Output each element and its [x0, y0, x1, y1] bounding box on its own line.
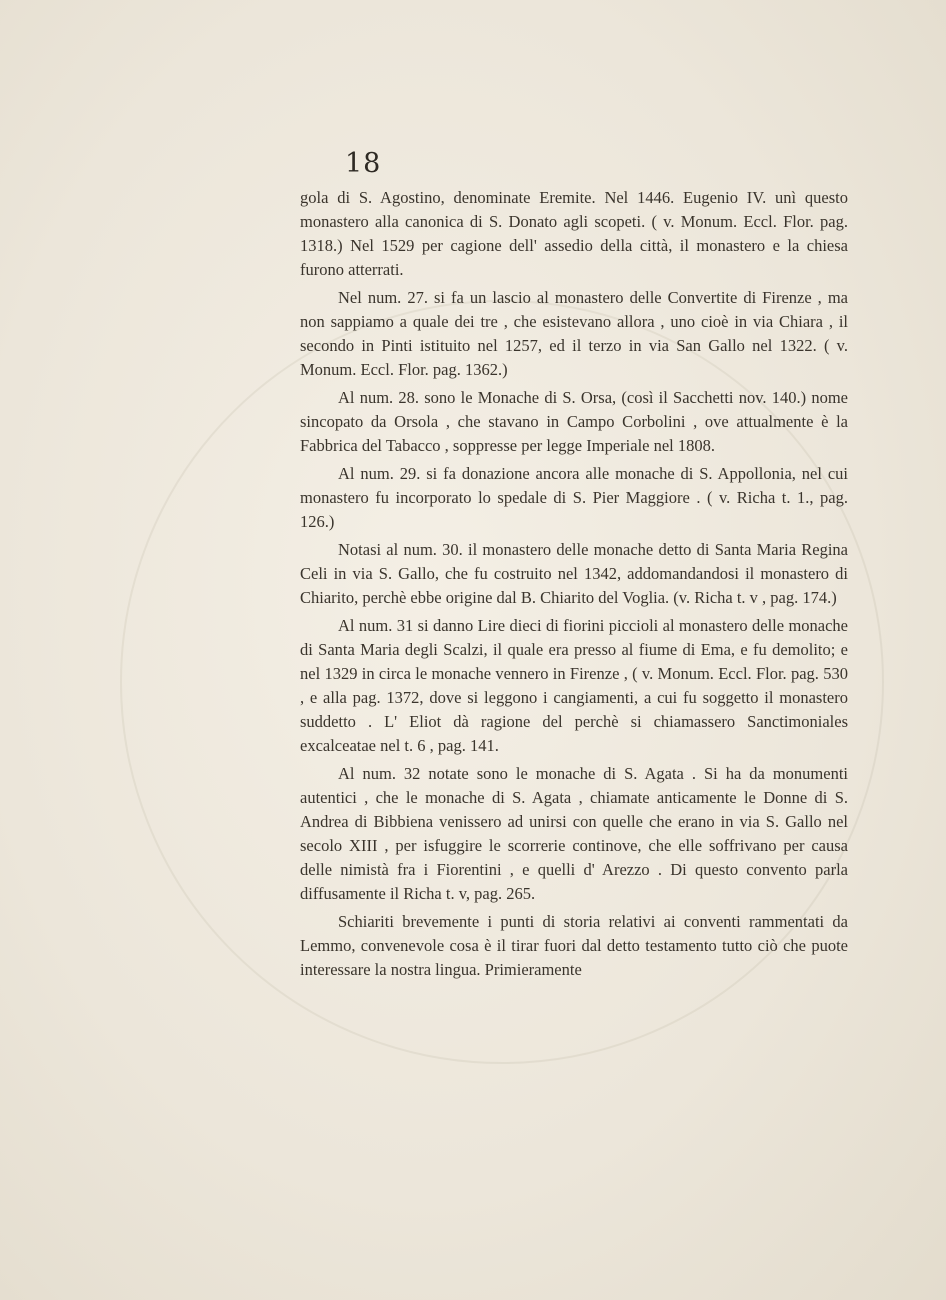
paragraph: gola di S. Agostino, denominate Eremite. Nel 1446. Eugenio IV. unì questo monastero alla canonica di S. Donato agli scopeti. ( v. Monum. Eccl. Flor. pag. 1318.) Nel 1529 per cagione dell' assedio della città, il monastero e la chiesa furono atterrati. [300, 188, 848, 279]
paragraph: Al num. 32 notate sono le monache di S. Agata . Si ha da monumenti autentici , che le monache di S. Agata , chiamate anticamente le Donne di S. Andrea di Bibbiena venissero ad unirsi con quelle che erano in via S. Gallo nel secolo XIII , per isfuggire le scorrerie continove, che elle soffrivano per causa delle nimistà fra i Fiorentini , e quelli d' Arezzo . Di questo convento parla diffusamente il Richa t. v, pag. 265. [300, 764, 848, 903]
body-text [300, 186, 848, 982]
paragraph: Al num. 28. sono le Monache di S. Orsa, (così il Sacchetti nov. 140.) nome sincopato da Orsola , che stavano in Campo Corbolini , ove attualmente è la Fabbrica del Tabacco , soppresse per legge Imperiale nel 1808. [300, 388, 848, 455]
page-number: 18 [345, 148, 382, 179]
paragraph: Notasi al num. 30. il monastero delle monache detto di Santa Maria Regina Celi in via S. Gallo, che fu costruito nel 1342, addomandandosi il monastero di Chiarito, perchè ebbe origine dal B. Chiarito del Voglia. (v. Richa t. v , pag. 174.) [300, 540, 848, 607]
paragraph: Al num. 31 si danno Lire dieci di fiorini piccioli al monastero delle monache di Santa Maria degli Scalzi, il quale era presso al fiume di Ema, e fu demolito; e nel 1329 in circa le monache vennero in Firenze , ( v. Monum. Eccl. Flor. pag. 530 , e alla pag. 1372, dove si leggono i cangiamenti, a cui fu soggetto il monastero suddetto . L' Eliot dà ragione del perchè si chiamassero Sanctimoniales excalceatae nel t. 6 , pag. 141. [300, 616, 848, 755]
paragraph: Nel num. 27. si fa un lascio al monastero delle Convertite di Firenze , ma non sappiamo a quale dei tre , che esistevano allora , uno cioè in via Chiara , il secondo in Pinti istituito nel 1257, ed il terzo in via San Gallo nel 1322. ( v. Monum. Eccl. Flor. pag. 1362.) [300, 288, 848, 379]
paragraph: Schiariti brevemente i punti di storia relativi ai conventi rammentati da Lemmo, convenevole cosa è il tirar fuori dal detto testamento tutto ciò che puote interessare la nostra lingua. Primieramente [300, 912, 848, 979]
paragraph: Al num. 29. si fa donazione ancora alle monache di S. Appollonia, nel cui monastero fu incorporato lo spedale di S. Pier Maggiore . ( v. Richa t. 1., pag. 126.) [300, 464, 848, 531]
